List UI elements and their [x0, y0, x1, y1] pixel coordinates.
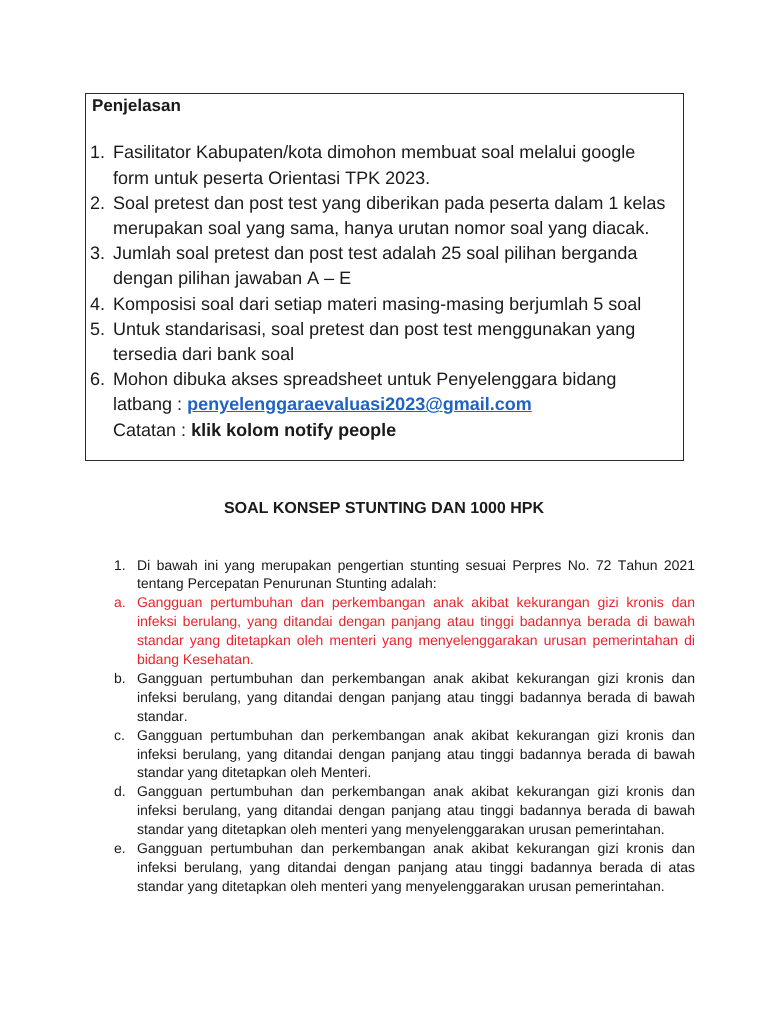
item-text: Soal pretest dan post test yang diberikan pada peserta dalam 1 kelas merupakan soal yang sama, hanya urutan nomor soal yang diacak. [113, 192, 666, 238]
question-text: Di bawah ini yang merupakan pengertian stunting sesuai Perpres No. 72 Tahun 2021 tentang Percepatan Penurunan Stunting adalah: [137, 556, 695, 592]
option-a [114, 593, 695, 669]
item-text [113, 367, 671, 443]
item-text: Jumlah soal pretest dan post test adalah 25 soal pilihan berganda dengan pilihan jawaban A – E [113, 243, 638, 289]
item-text-main: Mohon dibuka akses spreadsheet untuk Penyelenggara bidang latbang : [113, 369, 617, 415]
item-number: 3. [90, 243, 106, 264]
quiz-title: SOAL KONSEP STUNTING DAN 1000 HPK [223, 500, 545, 517]
option-letter: e. [114, 840, 126, 857]
note-emphasis: klik kolom notify people [191, 419, 397, 440]
option-c [114, 726, 695, 783]
note-label: Catatan : [113, 419, 187, 440]
item-number: 2. [90, 192, 106, 213]
explanation-item [90, 241, 671, 291]
option-letter: a. [114, 594, 126, 611]
option-letter: d. [114, 783, 126, 800]
option-e [114, 839, 695, 896]
explanation-title: Penjelasan [92, 96, 181, 115]
explanation-box [85, 93, 684, 461]
option-letter: c. [114, 726, 125, 743]
explanation-item [90, 367, 671, 443]
item-text: Untuk standarisasi, soal pretest dan post test menggunakan yang tersedia dari bank soal [113, 318, 636, 365]
item-number: 5. [90, 318, 106, 339]
explanation-item [90, 317, 671, 367]
email-link[interactable]: penyelenggaraevaluasi2023@gmail.com [187, 394, 532, 415]
item-text: Komposisi soal dari setiap materi masing-masing berjumlah 5 soal [113, 293, 642, 314]
option-letter: b. [114, 669, 126, 686]
item-number: 4. [90, 293, 106, 314]
question [114, 556, 695, 594]
explanation-item [90, 140, 671, 190]
item-number: 6. [90, 369, 106, 390]
option-d [114, 782, 695, 839]
explanation-item [90, 191, 671, 241]
option-text: Gangguan pertumbuhan dan perkembangan anak akibat kekurangan gizi kronis dan infeksi berulang, yang ditandai dengan panjang atau tinggi badannya berada di bawah standar yang ditetapkan oleh Menteri. [137, 726, 695, 781]
item-number: 1. [90, 142, 106, 163]
question-block [114, 556, 695, 896]
explanation-list [90, 140, 671, 442]
explanation-item [90, 292, 671, 317]
question-number: 1. [114, 556, 126, 573]
option-text: Gangguan pertumbuhan dan perkembangan anak akibat kekurangan gizi kronis dan infeksi berulang, yang ditandai dengan panjang atau tinggi badannya berada di bawah standar. [137, 669, 695, 724]
option-text: Gangguan pertumbuhan dan perkembangan anak akibat kekurangan gizi kronis dan infeksi berulang, yang ditandai dengan panjang atau tinggi badannya berada di atas standar yang ditetapkan oleh menteri yang menyelenggarakan urusan pemerintahan. [137, 840, 695, 894]
option-text: Gangguan pertumbuhan dan perkembangan anak akibat kekurangan gizi kronis dan infeksi berulang, yang ditandai dengan panjang atau tinggi badannya berada di bawah standar yang ditetapkan oleh menteri yang menyelenggarakan urusan pemerintahan di bidang Kesehatan. [137, 594, 695, 668]
option-text: Gangguan pertumbuhan dan perkembangan anak akibat kekurangan gizi kronis dan infeksi berulang, yang ditandai dengan panjang atau tinggi badannya berada di bawah standar yang ditetapkan oleh menteri yang menyelenggarakan urusan pemerintahan. [137, 783, 695, 838]
item-text: Fasilitator Kabupaten/kota dimohon membuat soal melalui google form untuk peserta Orientasi TPK 2023. [113, 142, 636, 188]
option-b [114, 669, 695, 726]
